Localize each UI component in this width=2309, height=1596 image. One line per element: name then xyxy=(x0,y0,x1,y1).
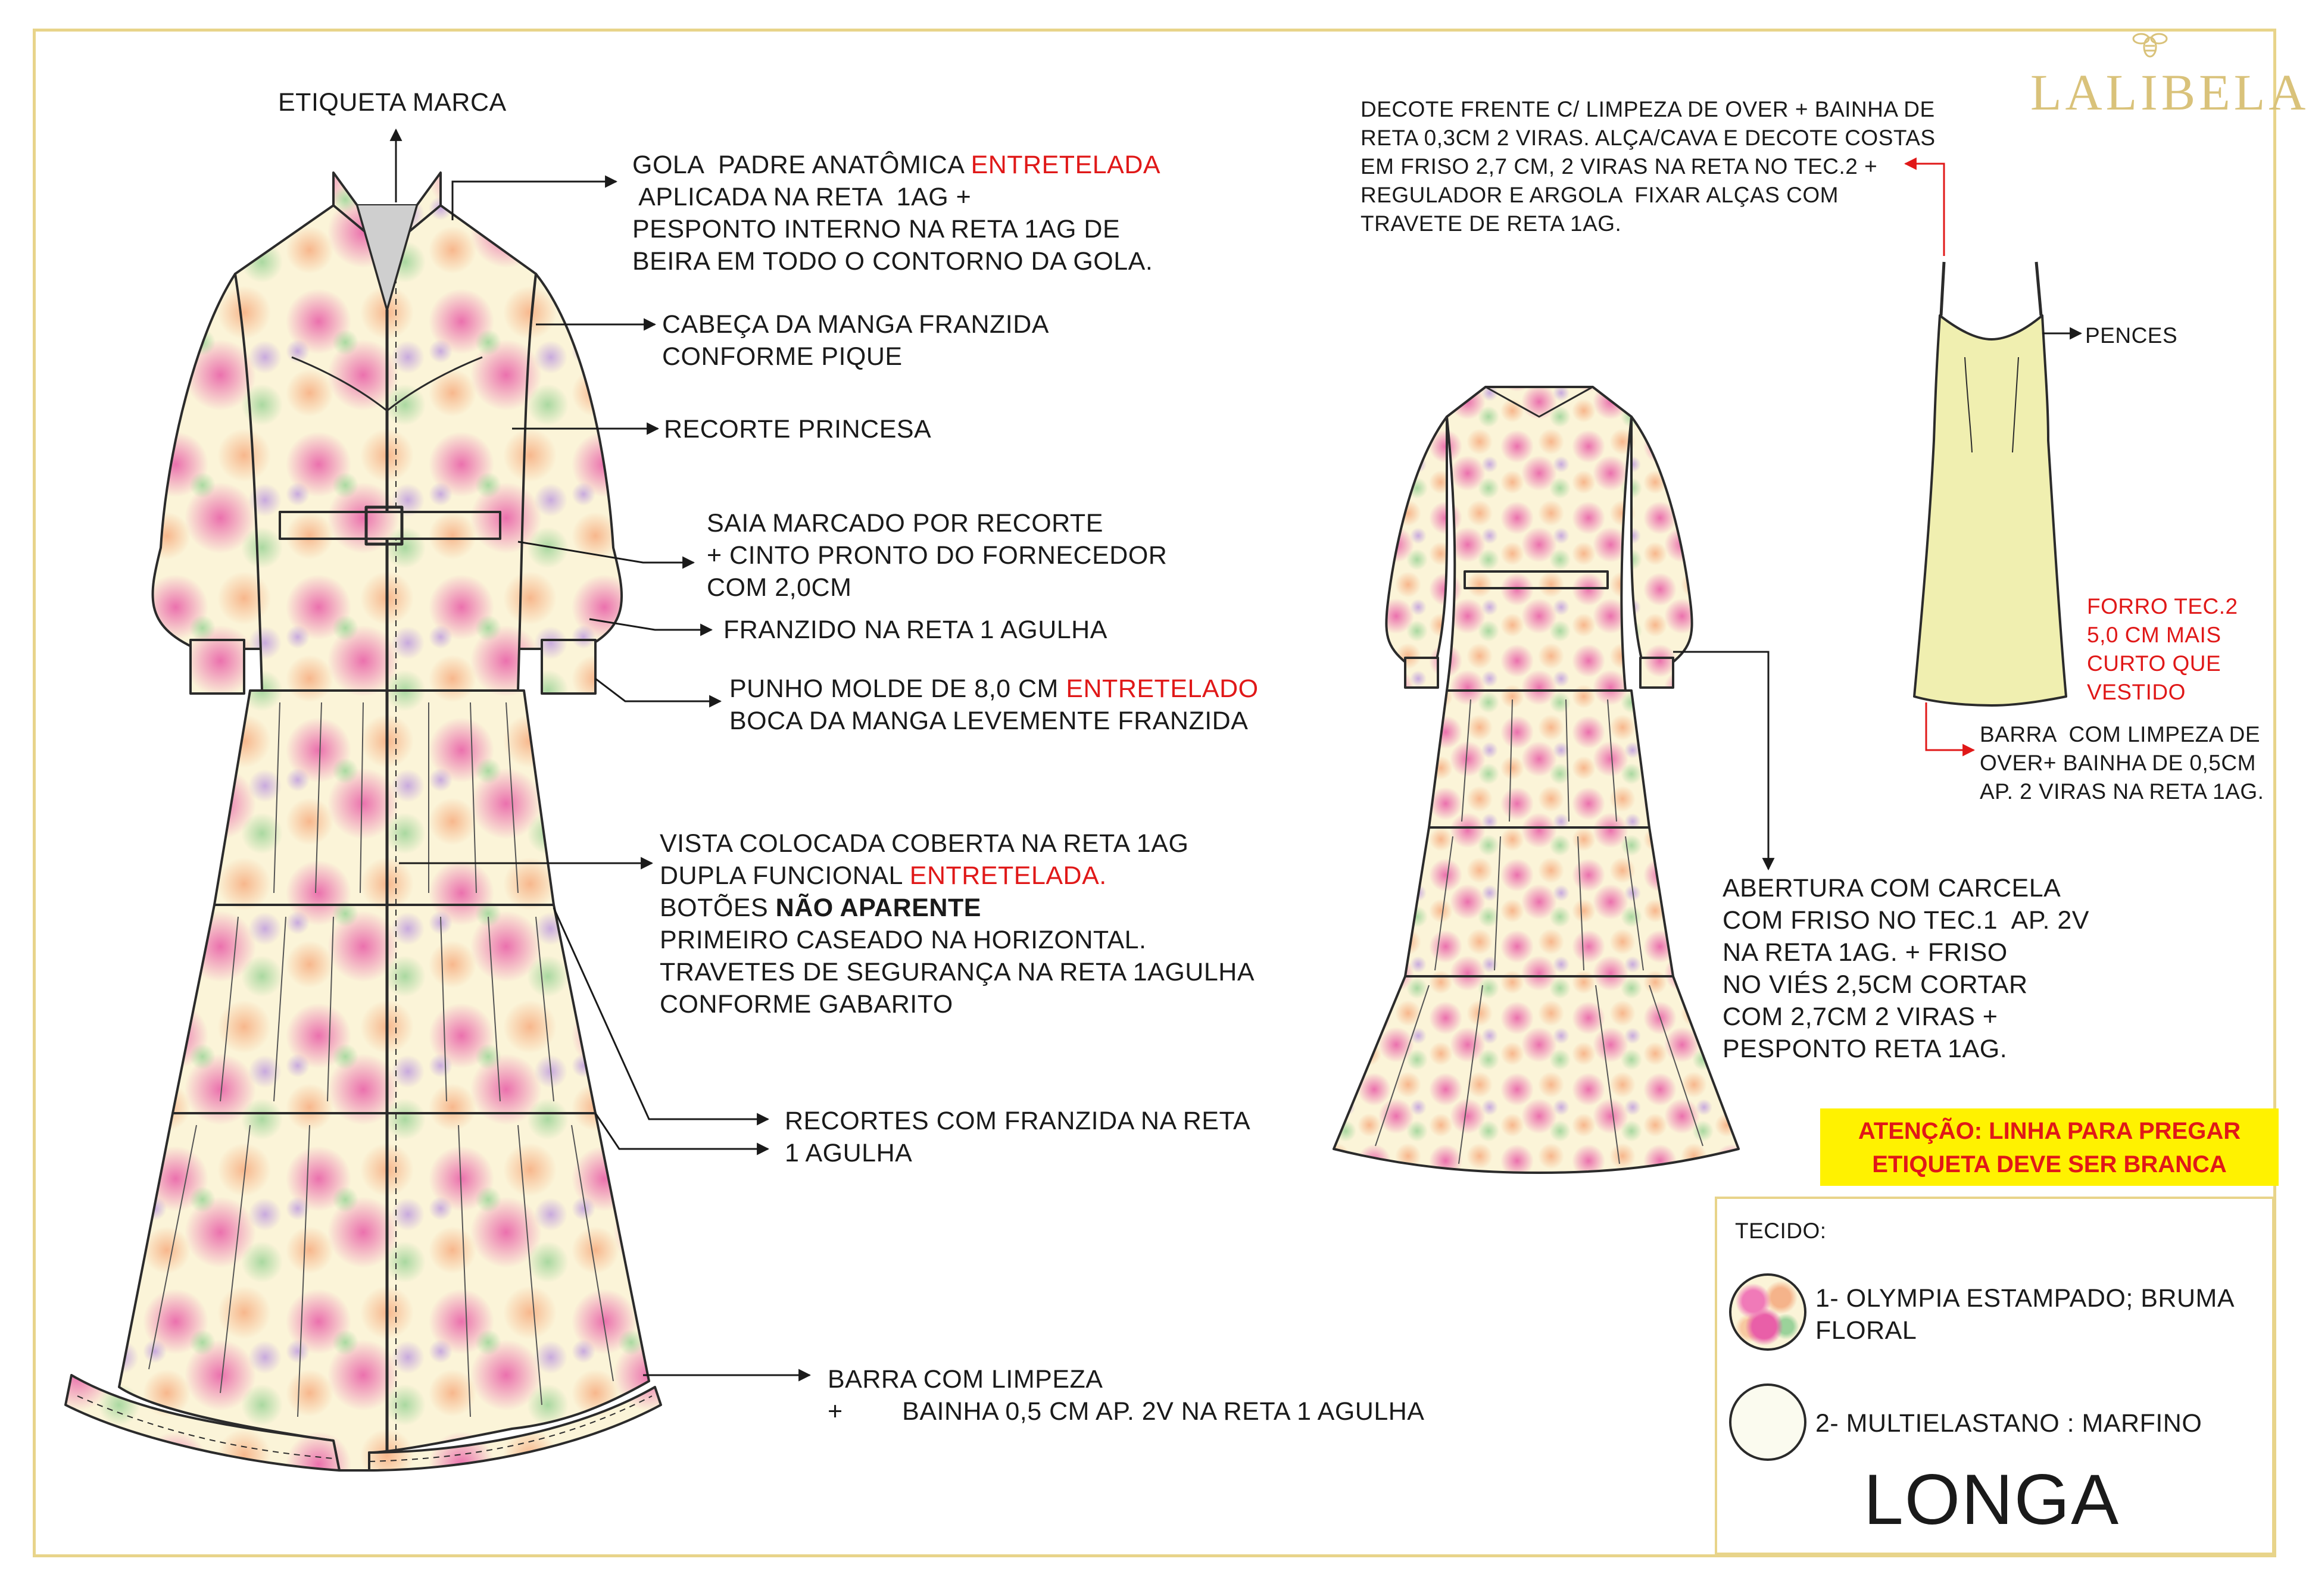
model-name: LONGA xyxy=(1864,1460,2120,1539)
lining-slip xyxy=(1914,262,2066,705)
attention-banner: ATENÇÃO: LINHA PARA PREGAR ETIQUETA DEVE SER BRANCA xyxy=(1820,1108,2279,1186)
label-punho: PUNHO MOLDE DE 8,0 CM ENTRETELADO BOCA DA MANGA LEVEMENTE FRANZIDA xyxy=(729,674,1259,735)
label-forro: FORRO TEC.2 5,0 CM MAIS CURTO QUE VESTIDO xyxy=(2087,594,2238,704)
label-decote: DECOTE FRENTE C/ LIMPEZA DE OVER + BAINHA DE RETA 0,3CM 2 VIRAS. ALÇA/CAVA E DECOTE COSTAS EM FRISO 2,7 CM, 2 VIRAS NA RETA NO TEC.2 + REGULADOR E ARGOLA FIXAR ALÇAS COM TRAVETE DE RETA 1AG. xyxy=(1361,97,1936,236)
label-abertura: ABERTURA COM CARCELA COM FRISO NO TEC.1 AP. 2V NA RETA 1AG. + FRISO NO VIÉS 2,5CM CORTAR COM 2,7CM 2 VIRAS + PESPONTO RETA 1AG. xyxy=(1723,874,2089,1063)
label-etiqueta-marca: ETIQUETA MARCA xyxy=(278,88,507,117)
back-dress xyxy=(1334,387,1739,1173)
fabric-title: TECIDO: xyxy=(1735,1219,1827,1243)
label-recorte-princesa: RECORTE PRINCESA xyxy=(664,415,932,443)
label-gola: GOLA PADRE ANATÔMICA ENTRETELADA APLICADA NA RETA 1AG + PESPONTO INTERNO NA RETA 1AG DE BEIRA EM TODO O CONTORNO DA GOLA. xyxy=(632,151,1161,276)
label-barra-forro: BARRA COM LIMPEZA DE OVER+ BAINHA DE 0,5CM AP. 2 VIRAS NA RETA 1AG. xyxy=(1980,722,2264,804)
label-franzido: FRANZIDO NA RETA 1 AGULHA xyxy=(723,616,1107,644)
label-pences: PENCES xyxy=(2085,323,2178,348)
fabric-swatch-plain xyxy=(1729,1383,1806,1461)
fabric-item-2: 2- MULTIELASTANO : MARFINO xyxy=(1815,1409,2202,1438)
brand-logo: LALIBELA xyxy=(2030,64,2309,121)
label-saia: SAIA MARCADO POR RECORTE + CINTO PRONTO DO FORNECEDOR COM 2,0CM xyxy=(707,509,1168,602)
label-recortes: RECORTES COM FRANZIDA NA RETA 1 AGULHA xyxy=(785,1107,1251,1167)
label-cabeca-manga: CABEÇA DA MANGA FRANZIDA CONFORME PIQUE xyxy=(662,310,1049,371)
leader-lines xyxy=(396,130,2081,1375)
front-dress xyxy=(65,173,661,1470)
fabric-swatch-floral xyxy=(1729,1273,1806,1351)
label-barra: BARRA COM LIMPEZA + BAINHA 0,5 CM AP. 2V NA RETA 1 AGULHA xyxy=(828,1365,1425,1426)
fabric-item-1: 1- OLYMPIA ESTAMPADO; BRUMA FLORAL xyxy=(1815,1284,2235,1345)
label-vista: VISTA COLOCADA COBERTA NA RETA 1AG DUPLA FUNCIONAL ENTRETELADA. BOTÕES NÃO APARENTE PRIMEIRO CASEADO NA HORIZONTAL. TRAVETES DE SEGURANÇA NA RETA 1AGULHA CONFORME GABARITO xyxy=(660,829,1255,1019)
